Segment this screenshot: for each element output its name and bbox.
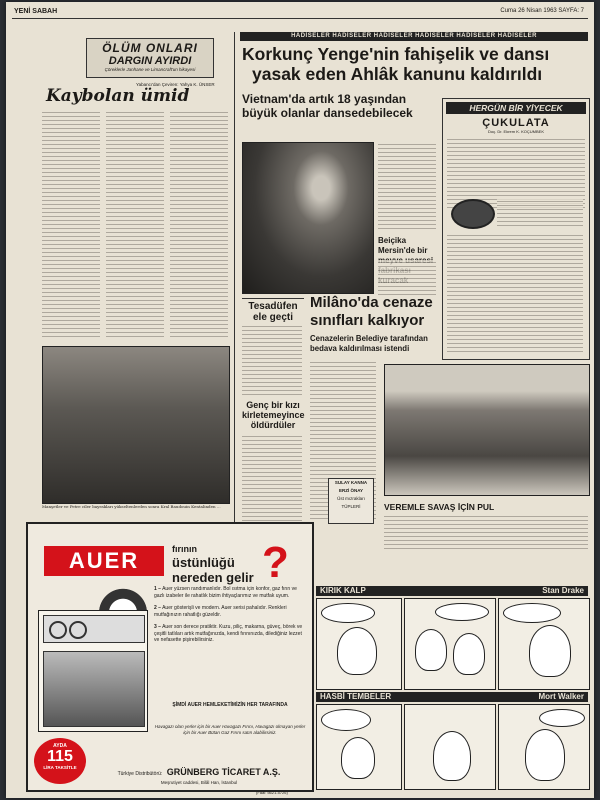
character-face — [337, 627, 377, 675]
comic2-title: HASBİ TEMBELER — [320, 692, 392, 701]
ad-headline-1: fırının — [172, 544, 197, 554]
ad-headline — [172, 544, 254, 585]
food-text-2 — [497, 199, 583, 229]
story-title-box — [86, 38, 214, 78]
text-column-3 — [170, 110, 228, 340]
tesadufen-line-2: ele geçti — [252, 312, 294, 323]
ad-headline-2: üstünlüğü — [172, 555, 235, 570]
speech-bubble — [321, 709, 371, 731]
main-headline-2: yasak eden Ahlâk kanunu kaldırıldı — [252, 64, 543, 84]
milano-line-2: sınıfları kalkıyor — [310, 312, 425, 329]
text-column-1 — [42, 110, 100, 340]
newspaper-page — [6, 2, 594, 798]
comic1-title: KIRIK KALP — [320, 586, 366, 595]
stamps-text — [384, 514, 588, 550]
ad-slogan: ŞİMDİ AUER HEMLEKETİMİZİN HER TARAFINDA — [172, 702, 288, 708]
price-label-bottom: LİRA TAKSİTLE — [43, 765, 77, 770]
meeting-photo — [384, 364, 590, 496]
text-column-2 — [106, 110, 164, 340]
comic2-panel-2 — [404, 704, 496, 790]
comic1-author: Stan Drake — [542, 586, 584, 595]
byline: Yabancı'dan Çeviren: Yahya K. ÜNSER — [136, 82, 215, 87]
ad-code: (Faal: 5621-5726) — [256, 790, 288, 795]
speech-bubble — [435, 603, 489, 621]
burner-icon — [69, 621, 87, 639]
sports-box — [328, 478, 374, 524]
character-face — [341, 737, 375, 779]
character-face — [433, 731, 471, 781]
auer-logo: AUER — [44, 546, 164, 576]
ad-point-2: 2 – Auer gösterişli ve modern. Auer serisi pahalıdır. Renkleri mutfağınızın rahatlığı güzeldir. — [154, 605, 287, 618]
box-title-2: DARGIN AYIRDI — [108, 55, 192, 67]
milano-line-1: Milâno'da cenaze — [310, 294, 433, 311]
paper-name: YENİ SABAH — [14, 8, 58, 15]
genc-text — [242, 434, 302, 524]
article-title: Kaybolan ümid — [46, 86, 190, 106]
ad-points — [154, 586, 306, 644]
ad-point-3: 3 – Auer son derece pratiktir. Kuzu, piliç, makarna, güveç, börek ve çeşitli tatlıları artık mutfağınızda, kendi fırınınızda, dilediğiniz lezzet ve nefasette pişirebilirsiniz. — [154, 624, 303, 643]
dealer-name: GRÜNBERG TİCARET A.Ş. — [166, 767, 281, 777]
burner-icon — [49, 621, 67, 639]
comic1-panel-1 — [316, 598, 402, 690]
speech-bubble — [321, 603, 375, 623]
main-headline-1: Korkunç Yenge'nin fahişelik ve dansı — [242, 44, 550, 64]
price-value: 115 — [47, 748, 73, 765]
issue-date: Cuma 26 Nisan 1963 SAYFA: 7 — [500, 8, 584, 14]
box-subtitle: Çöreklerle Janhane ve Limancraft'un hikayesi — [104, 67, 196, 72]
genc-line-1: Genç bir kızı — [246, 400, 300, 410]
box-title-1: ÖLÜM ONLARI — [102, 41, 198, 55]
tesadufen-text — [242, 324, 302, 396]
tesadufen-headline — [242, 298, 304, 323]
food-text-3 — [447, 233, 583, 353]
speech-bubble — [503, 603, 561, 623]
genc-headline — [242, 400, 304, 430]
comic2-panel-3 — [498, 704, 590, 790]
comic1-panel-3 — [498, 598, 590, 690]
stamps-headline: VEREMLE SAVAŞ İÇİN PUL — [384, 502, 495, 512]
beicika-headline: Beiçika Mersin'de bir — [378, 236, 428, 255]
comic1-header — [316, 586, 588, 596]
price-badge — [34, 738, 86, 784]
genc-line-3: öldürdüler — [250, 420, 296, 430]
news-banner: HADİSELER HADİSELER HADİSELER HADİSELER HADİSELER HADİSELER — [240, 32, 588, 41]
genc-line-2: kirletemeyince — [242, 410, 305, 420]
oven-illustration — [38, 610, 148, 732]
milano-sub-2: bedava kaldırılması istendi — [310, 344, 410, 353]
character-face — [415, 629, 447, 671]
photo-caption: Manşetler ve Petre ciler bayrakları yükseltenlerden sonra Kral Baudouin Kentalinden ... — [42, 504, 221, 509]
main-subtitle-1: Vietnam'da artık 18 yaşından — [242, 92, 407, 106]
vietnam-text — [378, 142, 436, 232]
comic2-panel-1 — [316, 704, 402, 790]
character-face — [529, 625, 571, 677]
tesadufen-line-1: Tesadüfen — [248, 301, 298, 312]
price-label-top: AYDA — [53, 743, 67, 749]
auer-advertisement — [26, 522, 314, 792]
sports-line-3: Üst mızrakları TÜPLERİ — [337, 496, 365, 509]
ad-point-1: 1 – Auer yüzsen randımanlıdır. Bol ısıtma için konfor, gaz fırın ve gazlı izabeler ile rahatlık bizim ihtiyaçlarımız ve mutfak uyum. — [154, 586, 297, 599]
comic1-panel-2 — [404, 598, 496, 690]
column-divider — [234, 32, 235, 522]
main-subtitle-2: büyük olanlar dansedebilecek — [242, 106, 413, 120]
comic2-header — [316, 692, 588, 702]
speech-bubble — [539, 709, 585, 727]
food-title: ÇUKULATA — [482, 117, 550, 129]
milano-subtitle — [310, 334, 442, 354]
ad-note: Havagazı olan yerler için bir Auer Havagazı Fırını, Havagazı olmayan yerler için bir Auer Bütan Gaz Fırını satın alabilirsiniz. — [154, 724, 306, 735]
food-byline: Doç. Dr. Ekrem K. KOÇUMBEK — [487, 129, 544, 134]
comic2-author: Mort Walker — [538, 692, 584, 701]
vietnam-photo — [242, 142, 374, 294]
sports-line-1: SULAY KANNA — [334, 480, 368, 485]
sports-line-2: ERZİ ÖNAY — [338, 488, 364, 493]
chocolate-dish-illustration — [451, 199, 495, 229]
milano-sub-1: Cenazelerin Belediye tarafından — [310, 334, 428, 343]
question-mark: ? — [262, 538, 289, 587]
oven-door — [43, 651, 145, 727]
character-face — [525, 729, 565, 781]
masthead-rule — [12, 18, 588, 19]
food-kicker: HERGÜN BİR YİYECEK — [446, 102, 586, 114]
dealer-block — [92, 762, 306, 785]
left-photo — [42, 346, 230, 504]
dealer-label: Türkiye Distribütörü: — [117, 771, 163, 777]
milano-headline — [310, 294, 440, 330]
dealer-address: Meşrutiyet caddesi, Bilâl Han, İstanbul — [160, 780, 238, 785]
character-face — [453, 633, 485, 675]
beicika-text — [378, 260, 436, 296]
food-column — [442, 98, 590, 360]
ad-headline-3: nereden gelir — [172, 570, 254, 585]
